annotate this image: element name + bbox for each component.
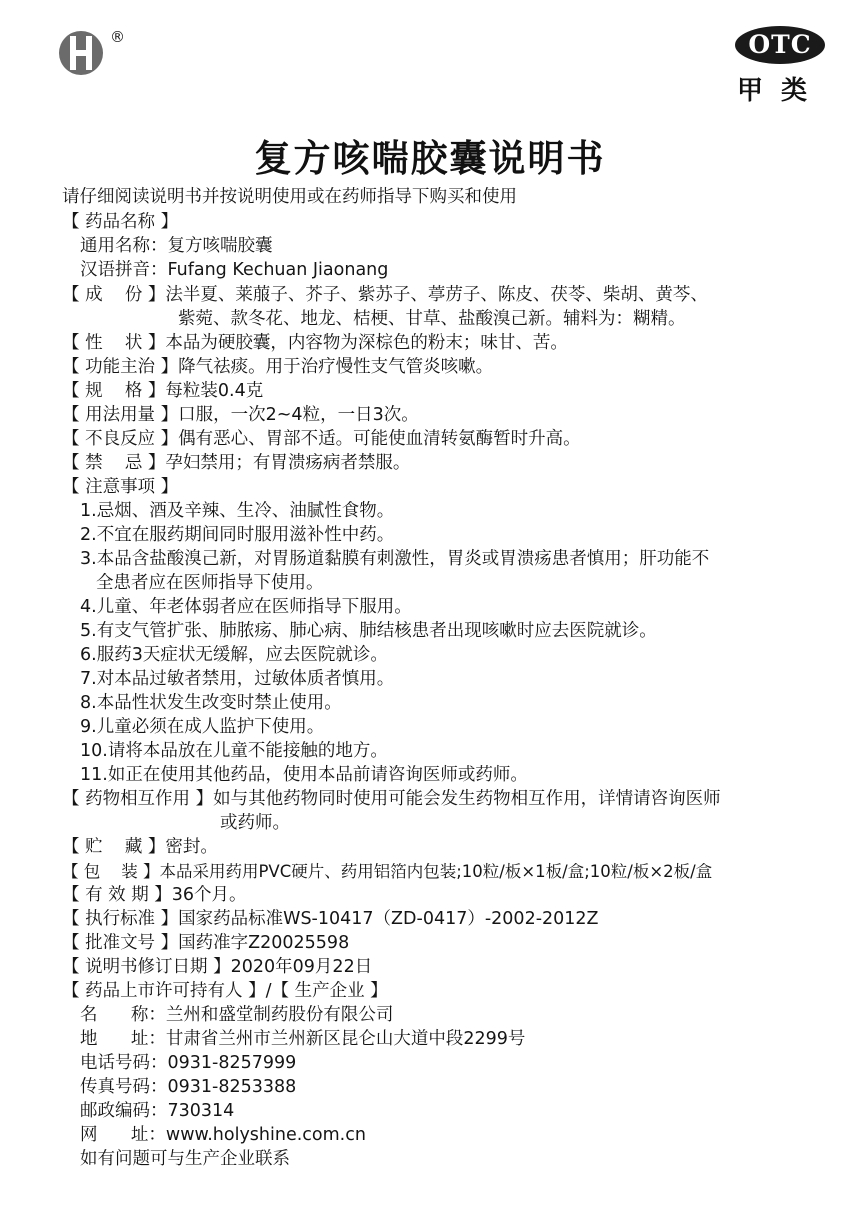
pinyin-label: 汉语拼音： <box>80 260 168 280</box>
indications-heading: 【 功能主治 】 <box>62 357 179 377</box>
ingredients-line2: 紫菀、款冬花、地龙、桔梗、甘草、盐酸溴己新。辅料为：糊精。 <box>178 309 686 329</box>
precaution-item: 8.本品性状发生改变时禁止使用。 <box>80 693 342 713</box>
pinyin-row <box>80 258 388 283</box>
storage-row <box>62 835 218 860</box>
company-postcode-label: 邮政编码： <box>80 1101 168 1121</box>
specification-text: 每粒装0.4克 <box>165 381 264 401</box>
company-website-value: www.holyshine.com.cn <box>165 1125 366 1145</box>
generic-name-value: 复方咳喘胶囊 <box>167 236 273 256</box>
adverse-row <box>62 427 581 452</box>
adverse-text: 偶有恶心、胃部不适。可能使血清转氨酶暂时升高。 <box>178 429 581 449</box>
holder-heading: 【 药品上市许可持有人 】/【 生产企业 】 <box>62 981 388 1001</box>
document-title: 复方咳喘胶囊说明书 <box>254 137 606 180</box>
packaging-text: 本品采用药用PVC硬片、药用铝箔内包装;10粒/板×1板/盒;10粒/板×2板/盒 <box>159 862 713 881</box>
revision-row <box>62 955 372 980</box>
otc-badge: OTC <box>735 26 825 64</box>
company-phone-row <box>80 1051 296 1076</box>
precaution-item: 11.如正在使用其他药品，使用本品前请咨询医师或药师。 <box>80 765 528 785</box>
ingredients-row <box>62 283 708 308</box>
company-website-label: 网 址： <box>80 1125 166 1145</box>
dosage-row <box>62 403 419 428</box>
generic-name-row <box>80 234 273 259</box>
generic-name-label: 通用名称： <box>80 236 168 256</box>
precaution-item: 3.本品含盐酸溴己新，对胃肠道黏膜有刺激性，胃炎或胃溃疡患者慎用；肝功能不 <box>80 549 710 569</box>
standard-heading: 【 执行标准 】 <box>62 909 179 929</box>
interactions-heading: 【 药物相互作用 】 <box>62 789 214 809</box>
indications-row <box>62 355 493 380</box>
standard-text: 国家药品标准WS-10417（ZD-0417）-2002-2012Z <box>178 909 599 929</box>
company-postcode-row <box>80 1099 234 1124</box>
company-address-value: 甘肃省兰州市兰州新区昆仑山大道中段2299号 <box>165 1029 526 1049</box>
approval-heading: 【 批准文号 】 <box>62 933 179 953</box>
pinyin-value: Fufang Kechuan Jiaonang <box>167 260 389 280</box>
brand-logo-icon <box>58 30 104 76</box>
reading-notice: 请仔细阅读说明书并按说明使用或在药师指导下购买和使用 <box>62 187 517 207</box>
company-address-label: 地 址： <box>80 1029 166 1049</box>
precaution-item: 6.服药3天症状无缓解，应去医院就诊。 <box>80 645 388 665</box>
approval-row <box>62 931 349 956</box>
company-name-row <box>80 1003 393 1028</box>
company-postcode-value: 730314 <box>167 1101 235 1121</box>
company-name-label: 名 称： <box>80 1005 166 1025</box>
otc-class-label: 甲类 <box>736 76 825 106</box>
properties-text: 本品为硬胶囊，内容物为深棕色的粉末；味甘、苦。 <box>165 333 568 353</box>
precaution-item: 4.儿童、年老体弱者应在医师指导下服用。 <box>80 597 412 617</box>
interactions-line2: 或药师。 <box>220 813 290 833</box>
adverse-heading: 【 不良反应 】 <box>62 429 179 449</box>
specification-heading: 【 规 格 】 <box>62 381 166 401</box>
indications-text: 降气祛痰。用于治疗慢性支气管炎咳嗽。 <box>178 357 494 377</box>
section-heading-name: 【 药品名称 】 <box>62 212 179 232</box>
contact-note: 如有问题可与生产企业联系 <box>80 1149 290 1169</box>
validity-heading: 【 有 效 期 】 <box>62 885 172 905</box>
company-fax-label: 传真号码： <box>80 1077 168 1097</box>
properties-row <box>62 331 568 356</box>
interactions-row <box>62 787 721 812</box>
registered-mark: ® <box>110 28 125 46</box>
contraindications-text: 孕妇禁用；有胃溃疡病者禁服。 <box>165 453 411 473</box>
precaution-item: 9.儿童必须在成人监护下使用。 <box>80 717 325 737</box>
company-name-value: 兰州和盛堂制药股份有限公司 <box>165 1005 394 1025</box>
interactions-line1: 如与其他药物同时使用可能会发生药物相互作用，详情请咨询医师 <box>213 789 721 809</box>
storage-heading: 【 贮 藏 】 <box>62 837 166 857</box>
contraindications-heading: 【 禁 忌 】 <box>62 453 166 473</box>
company-address-row <box>80 1027 525 1052</box>
contraindications-row <box>62 451 410 476</box>
approval-text: 国药准字Z20025598 <box>178 933 350 953</box>
standard-row <box>62 907 599 932</box>
dosage-text: 口服，一次2~4粒，一日3次。 <box>178 405 419 425</box>
precaution-item-continued: 全患者应在医师指导下使用。 <box>96 573 324 593</box>
validity-text: 36个月。 <box>171 885 247 905</box>
precaution-item: 2.不宜在服药期间同时服用滋补性中药。 <box>80 525 395 545</box>
precaution-item: 5.有支气管扩张、肺脓疡、肺心病、肺结核患者出现咳嗽时应去医院就诊。 <box>80 621 657 641</box>
storage-text: 密封。 <box>165 837 218 857</box>
ingredients-line1: 法半夏、莱菔子、芥子、紫苏子、葶苈子、陈皮、茯苓、柴胡、黄芩、 <box>165 285 708 305</box>
company-fax-row <box>80 1075 296 1100</box>
revision-heading: 【 说明书修订日期 】 <box>62 957 231 977</box>
revision-text: 2020年09月22日 <box>230 957 373 977</box>
packaging-row <box>62 859 712 884</box>
ingredients-heading: 【 成 份 】 <box>62 285 166 305</box>
company-phone-label: 电话号码： <box>80 1053 168 1073</box>
precaution-item: 10.请将本品放在儿童不能接触的地方。 <box>80 741 388 761</box>
specification-row <box>62 379 263 404</box>
company-phone-value: 0931-8257999 <box>167 1053 297 1073</box>
precautions-heading: 【 注意事项 】 <box>62 477 179 497</box>
company-fax-value: 0931-8253388 <box>167 1077 297 1097</box>
company-website-row <box>80 1123 366 1148</box>
precaution-item: 7.对本品过敏者禁用，过敏体质者慎用。 <box>80 669 395 689</box>
validity-row <box>62 883 247 908</box>
packaging-heading: 【 包 装 】 <box>62 862 160 881</box>
properties-heading: 【 性 状 】 <box>62 333 166 353</box>
precaution-item: 1.忌烟、酒及辛辣、生冷、油腻性食物。 <box>80 501 395 521</box>
dosage-heading: 【 用法用量 】 <box>62 405 179 425</box>
